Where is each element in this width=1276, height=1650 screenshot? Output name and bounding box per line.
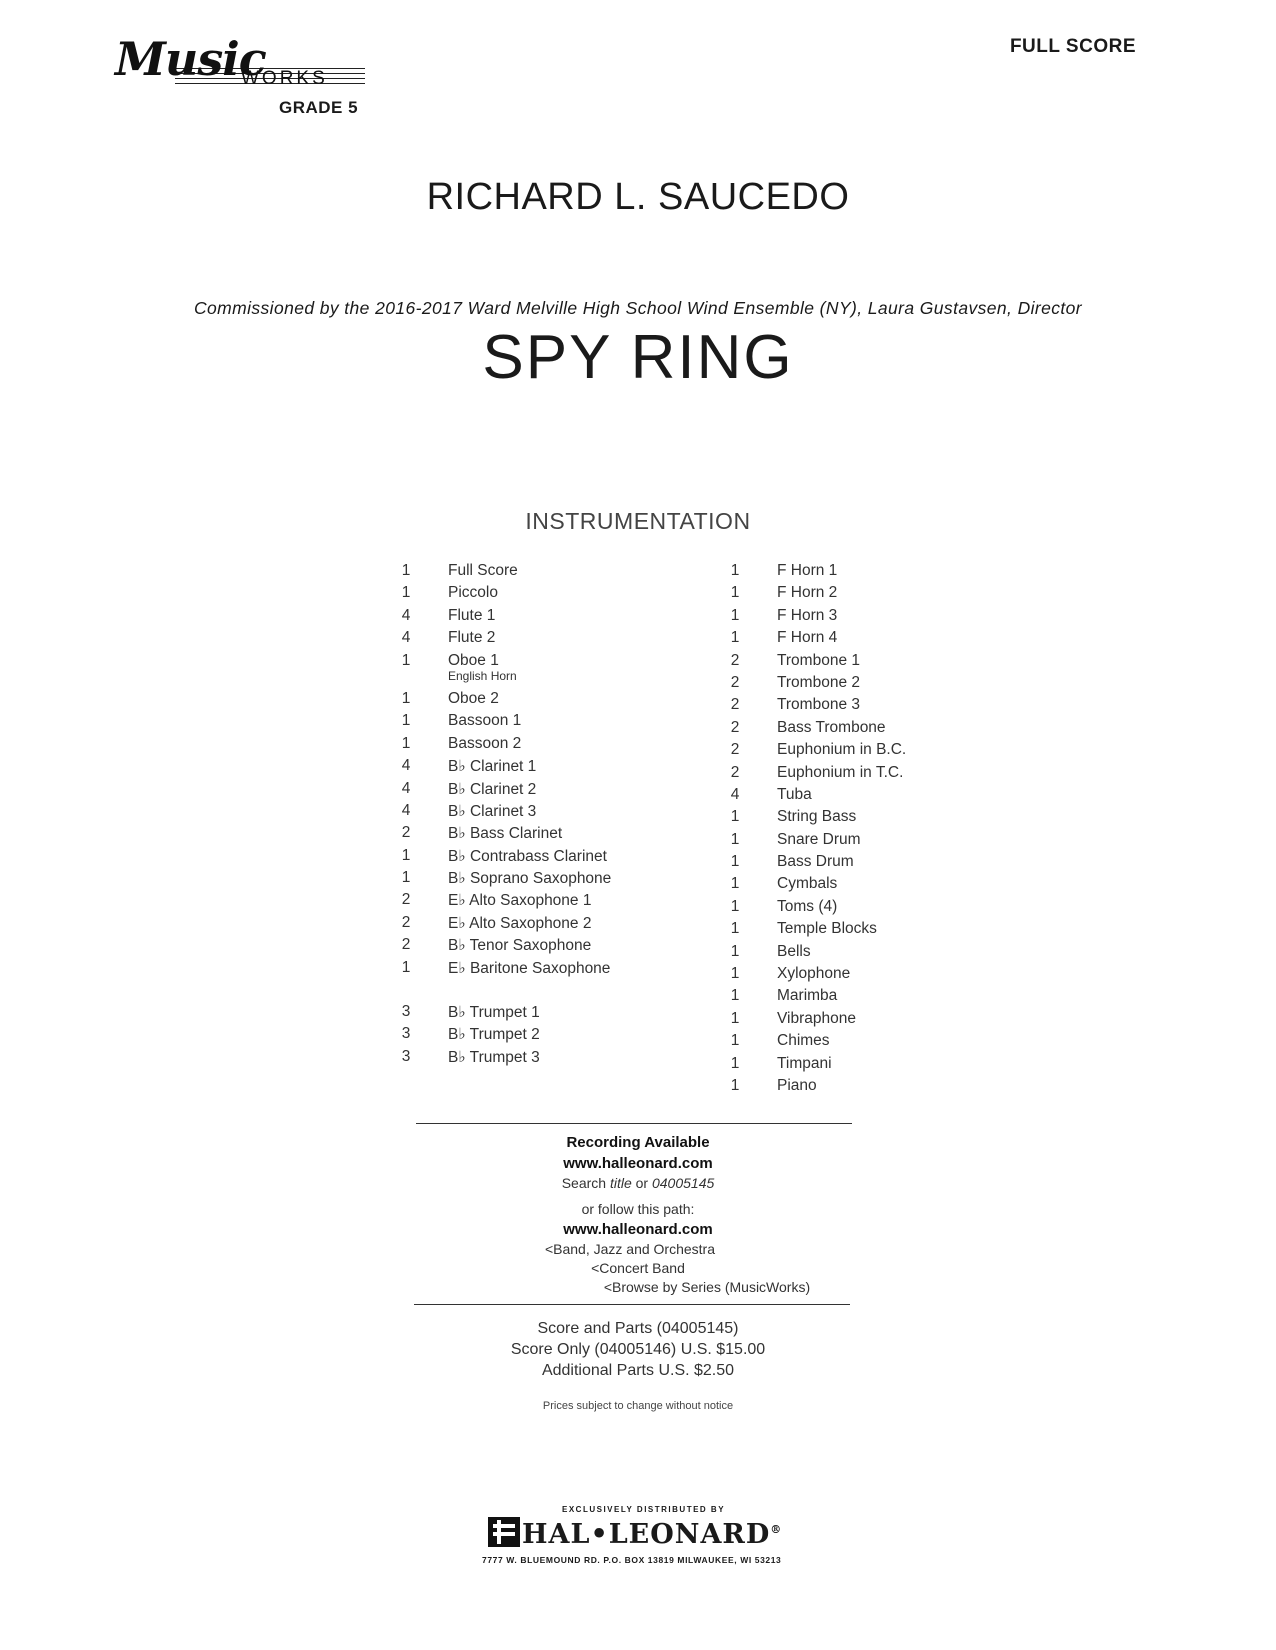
instrument-quantity: 2: [730, 651, 740, 669]
instrument-quantity: 4: [401, 801, 411, 819]
instrument-name: Euphonium in T.C.: [777, 763, 904, 781]
instrument-name: B♭ Trumpet 2: [448, 1026, 540, 1044]
instrument-name: Toms (4): [777, 897, 838, 915]
instrument-name: Temple Blocks: [777, 920, 877, 938]
instrument-quantity: 1: [730, 808, 740, 826]
instrument-quantity: 1: [401, 584, 411, 602]
path-step-2: <Concert Band: [591, 1260, 685, 1276]
instrument-name: Oboe 2: [448, 689, 499, 707]
instrument-quantity: 1: [730, 584, 740, 602]
grade-label: GRADE 5: [279, 98, 359, 117]
instrument-name: B♭ Clarinet 2: [448, 780, 537, 798]
instrument-quantity: 2: [730, 718, 740, 736]
divider-bottom: [414, 1304, 850, 1305]
instrument-name: Trombone 3: [777, 696, 860, 714]
instrument-name: Piccolo: [448, 584, 498, 602]
distributor-caption: EXCLUSIVELY DISTRIBUTED BY: [562, 1505, 726, 1514]
instrument-quantity: 1: [730, 606, 740, 624]
instrument-quantity: 1: [730, 920, 740, 938]
search-hint: Search title or 04005145: [561, 1175, 715, 1191]
instrument-quantity: 1: [730, 629, 740, 647]
instrument-name: B♭ Clarinet 1: [448, 758, 537, 776]
instrument-name: B♭ Clarinet 3: [448, 802, 537, 820]
logo-works-text: WORKS: [241, 68, 328, 89]
instrument-name: B♭ Contrabass Clarinet: [448, 847, 607, 865]
instrument-name: Cymbals: [777, 875, 838, 893]
instrument-quantity: 4: [401, 779, 411, 797]
instrument-quantity: 1: [730, 875, 740, 893]
instrument-quantity: 3: [401, 1025, 411, 1043]
instrument-quantity: 2: [730, 696, 740, 714]
musicworks-logo: [115, 32, 385, 118]
instrument-name: Xylophone: [777, 965, 851, 983]
instrument-name: B♭ Trumpet 1: [448, 1004, 540, 1022]
recording-url[interactable]: www.halleonard.com: [563, 1155, 713, 1172]
instrument-quantity: 1: [730, 897, 740, 915]
instrument-name: F Horn 3: [777, 606, 838, 624]
instrument-quantity: 1: [401, 651, 411, 669]
commission-note: Commissioned by the 2016-2017 Ward Melville High School Wind Ensemble (NY), Laura Gustavsen, Director: [193, 298, 1083, 318]
instrument-quantity: 1: [401, 958, 411, 976]
instrument-name: E♭ Alto Saxophone 1: [448, 892, 592, 910]
instrument-quantity: 1: [401, 846, 411, 864]
instrument-quantity: 1: [730, 830, 740, 848]
instrument-name: F Horn 1: [777, 562, 838, 579]
pricing-line-1: Score and Parts (04005145): [537, 1320, 739, 1337]
instrument-name: B♭ Tenor Saxophone: [448, 937, 592, 955]
instrument-name: B♭ Soprano Saxophone: [448, 870, 612, 888]
composer-name: RICHARD L. SAUCEDO: [426, 176, 850, 218]
instrument-name: Bassoon 1: [448, 712, 522, 730]
instrument-quantity: 4: [401, 629, 411, 647]
instrument-quantity: 4: [401, 757, 411, 775]
instrument-quantity: 1: [730, 853, 740, 871]
instrument-quantity: 1: [401, 689, 411, 707]
instrumentation-heading: INSTRUMENTATION: [525, 508, 751, 534]
divider-top: [416, 1123, 852, 1124]
instrument-quantity: 1: [401, 734, 411, 752]
instrument-quantity: 1: [401, 712, 411, 730]
logo-script-text: Music: [115, 32, 266, 86]
instrument-name: Trombone 1: [777, 651, 860, 669]
instrument-quantity: 2: [401, 913, 411, 931]
instrument-quantity: 1: [401, 869, 411, 887]
instrument-name: B♭ Bass Clarinet: [448, 825, 563, 843]
instrument-name: Tuba: [777, 785, 812, 803]
instrument-quantity: 3: [401, 1003, 411, 1021]
instrument-quantity: 2: [730, 763, 740, 781]
price-disclaimer: Prices subject to change without notice: [542, 1400, 734, 1412]
pricing-line-2: Score Only (04005146) U.S. $15.00: [510, 1341, 766, 1358]
instrument-quantity: 2: [401, 891, 411, 909]
full-score-label: FULL SCORE: [1009, 36, 1136, 57]
instrument-quantity: 2: [401, 936, 411, 954]
instrument-quantity: 2: [730, 673, 740, 691]
instrument-name: B♭ Trumpet 3: [448, 1048, 540, 1066]
instrument-name: Bass Drum: [777, 853, 854, 871]
instrument-quantity: 1: [730, 965, 740, 983]
instrument-name: Flute 2: [448, 629, 496, 647]
instrument-name: Snare Drum: [777, 830, 861, 848]
piece-title: SPY RING: [482, 323, 794, 392]
publisher-address: 7777 W. BLUEMOUND RD. P.O. BOX 13819 MILWAUKEE, WI 53213: [482, 1555, 782, 1565]
path-url[interactable]: www.halleonard.com: [563, 1221, 713, 1238]
instrument-name: Bass Trombone: [777, 718, 886, 736]
hal-leonard-logo-icon: [487, 1516, 521, 1548]
instrument-quantity: 2: [401, 824, 411, 842]
instrument-quantity: 1: [730, 562, 740, 579]
instrument-quantity: 2: [730, 741, 740, 759]
pricing-line-3: Additional Parts U.S. $2.50: [541, 1362, 735, 1379]
instrument-name: Marimba: [777, 987, 838, 1005]
instrument-name: F Horn 2: [777, 584, 838, 602]
instrument-name: Chimes: [777, 1032, 830, 1050]
instrument-quantity: 1: [730, 1032, 740, 1050]
recording-heading: Recording Available: [566, 1134, 710, 1151]
instrument-quantity: 1: [730, 1076, 740, 1094]
recording-info: [0, 1132, 1276, 1297]
instrument-name: Bassoon 2: [448, 734, 522, 752]
instrument-name: Piano: [777, 1076, 817, 1094]
path-step-3: <Browse by Series (MusicWorks): [603, 1279, 811, 1295]
path-step-1: <Band, Jazz and Orchestra: [544, 1241, 716, 1257]
instrument-name: Bells: [777, 942, 811, 960]
instrument-name: Vibraphone: [777, 1009, 857, 1027]
pricing-block: [0, 1318, 1276, 1381]
instrument-name: F Horn 4: [777, 629, 838, 647]
instrument-quantity: 4: [730, 785, 740, 803]
follow-path-text: or follow this path:: [581, 1201, 695, 1217]
instrument-name: Euphonium in B.C.: [777, 741, 907, 759]
instrument-quantity: 1: [730, 1054, 740, 1072]
instrument-quantity: 4: [401, 606, 411, 624]
instrument-name: English Horn: [448, 668, 517, 683]
instrument-name: String Bass: [777, 808, 857, 826]
instrument-name: Flute 1: [448, 606, 496, 624]
instrument-quantity: 1: [730, 942, 740, 960]
instrument-name: E♭ Alto Saxophone 2: [448, 914, 592, 932]
instrument-name: Trombone 2: [777, 673, 860, 691]
instrument-name: Oboe 1: [448, 651, 499, 669]
instrument-name: Timpani: [777, 1054, 832, 1072]
instrument-quantity: 1: [730, 987, 740, 1005]
instrument-quantity: 1: [730, 1009, 740, 1027]
publisher-name: HAL•LEONARD®: [522, 1519, 783, 1550]
instrument-quantity: 1: [401, 562, 411, 579]
instrument-name: Full Score: [448, 562, 518, 579]
instrument-quantity: 3: [401, 1047, 411, 1065]
instrument-name: E♭ Baritone Saxophone: [448, 959, 611, 977]
